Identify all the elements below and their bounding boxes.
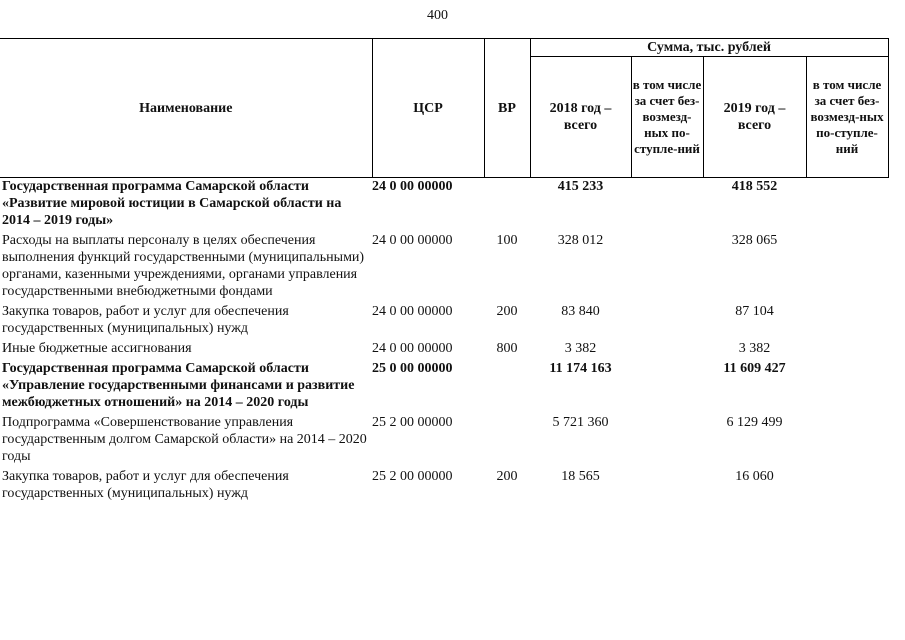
cell-2018-total: 18 565 — [561, 469, 600, 484]
header-vr: ВР — [484, 39, 530, 178]
cell-2019-total: 11 609 427 — [723, 361, 786, 376]
table-header — [0, 39, 888, 178]
header-2018-total: 2018 год – всего — [530, 57, 631, 178]
cell-2019-grant — [806, 178, 888, 233]
cell-name: Государственная программа Самарской области «Развитие мировой юстиции в Самарской области на 2014 – 2019 годы» — [2, 179, 342, 228]
cell-2018-total: 11 174 163 — [549, 361, 612, 376]
cell-vr — [484, 178, 530, 233]
cell-2018-grant — [631, 360, 703, 414]
cell-2018-total: 415 233 — [557, 179, 604, 194]
table-row — [0, 232, 888, 303]
cell-2019-grant — [806, 232, 888, 303]
cell-vr: 200 — [496, 469, 518, 484]
header-2019-total: 2019 год – всего — [703, 57, 806, 178]
cell-2019-total: 87 104 — [735, 304, 774, 319]
cell-name: Иные бюджетные ассигнования — [2, 341, 192, 356]
header-name: Наименование — [0, 39, 372, 178]
cell-2018-total: 328 012 — [557, 233, 604, 248]
cell-2018-grant — [631, 303, 703, 340]
cell-2019-total: 418 552 — [731, 179, 778, 194]
cell-name: Подпрограмма «Совершенствование управления государственным долгом Самарской области» на 2014 – 2020 годы — [2, 415, 367, 464]
cell-2018-grant — [631, 232, 703, 303]
cell-csr: 24 0 00 00000 — [372, 341, 453, 356]
cell-csr: 24 0 00 00000 — [372, 179, 453, 194]
cell-2019-grant — [806, 340, 888, 360]
table-row — [0, 303, 888, 340]
cell-csr: 25 0 00 00000 — [372, 361, 453, 376]
table-row — [0, 340, 888, 360]
table-row — [0, 468, 888, 505]
cell-2019-grant — [806, 414, 888, 468]
cell-2019-grant — [806, 468, 888, 505]
cell-name: Закупка товаров, работ и услуг для обеспечения государственных (муниципальных) нужд — [2, 304, 289, 336]
cell-vr: 200 — [496, 304, 518, 319]
cell-2019-total: 16 060 — [735, 469, 774, 484]
budget-table — [0, 38, 889, 505]
header-2018-grant: в том числе за счет без-возмезд-ных по-ступле-ний — [631, 57, 703, 178]
cell-2019-total: 328 065 — [731, 233, 778, 248]
table-row — [0, 178, 888, 233]
cell-name: Государственная программа Самарской области «Управление государственными финансами и развитие межбюджетных отношений» на 2014 – 2020 годы — [2, 361, 355, 410]
cell-2018-grant — [631, 414, 703, 468]
cell-csr: 24 0 00 00000 — [372, 304, 453, 319]
cell-2018-grant — [631, 468, 703, 505]
cell-2018-grant — [631, 340, 703, 360]
cell-name: Закупка товаров, работ и услуг для обеспечения государственных (муниципальных) нужд — [2, 469, 289, 501]
cell-2018-grant — [631, 178, 703, 233]
cell-2019-total: 6 129 499 — [726, 415, 783, 430]
cell-vr: 100 — [496, 233, 518, 248]
cell-csr: 24 0 00 00000 — [372, 233, 453, 248]
header-sum-group: Сумма, тыс. рублей — [530, 39, 888, 57]
cell-2018-total: 3 382 — [564, 341, 597, 356]
cell-vr: 800 — [496, 341, 518, 356]
table-body — [0, 178, 888, 506]
page-number: 400 — [427, 8, 448, 23]
cell-2018-total: 83 840 — [561, 304, 600, 319]
header-2019-grant: в том числе за счет без-возмезд-ных по-ступле-ний — [806, 57, 888, 178]
cell-2018-total: 5 721 360 — [552, 415, 609, 430]
cell-vr — [484, 414, 530, 468]
cell-2019-total: 3 382 — [738, 341, 771, 356]
cell-csr: 25 2 00 00000 — [372, 469, 453, 484]
table-row — [0, 360, 888, 414]
cell-2019-grant — [806, 360, 888, 414]
cell-vr — [484, 360, 530, 414]
cell-2019-grant — [806, 303, 888, 340]
table-row — [0, 414, 888, 468]
cell-csr: 25 2 00 00000 — [372, 415, 453, 430]
cell-name: Расходы на выплаты персоналу в целях обеспечения выполнения функций государственными (муниципальными) органами, казенными учреждениями, органами управления государственными внебюджетными фондами — [2, 233, 365, 299]
header-csr: ЦСР — [372, 39, 484, 178]
